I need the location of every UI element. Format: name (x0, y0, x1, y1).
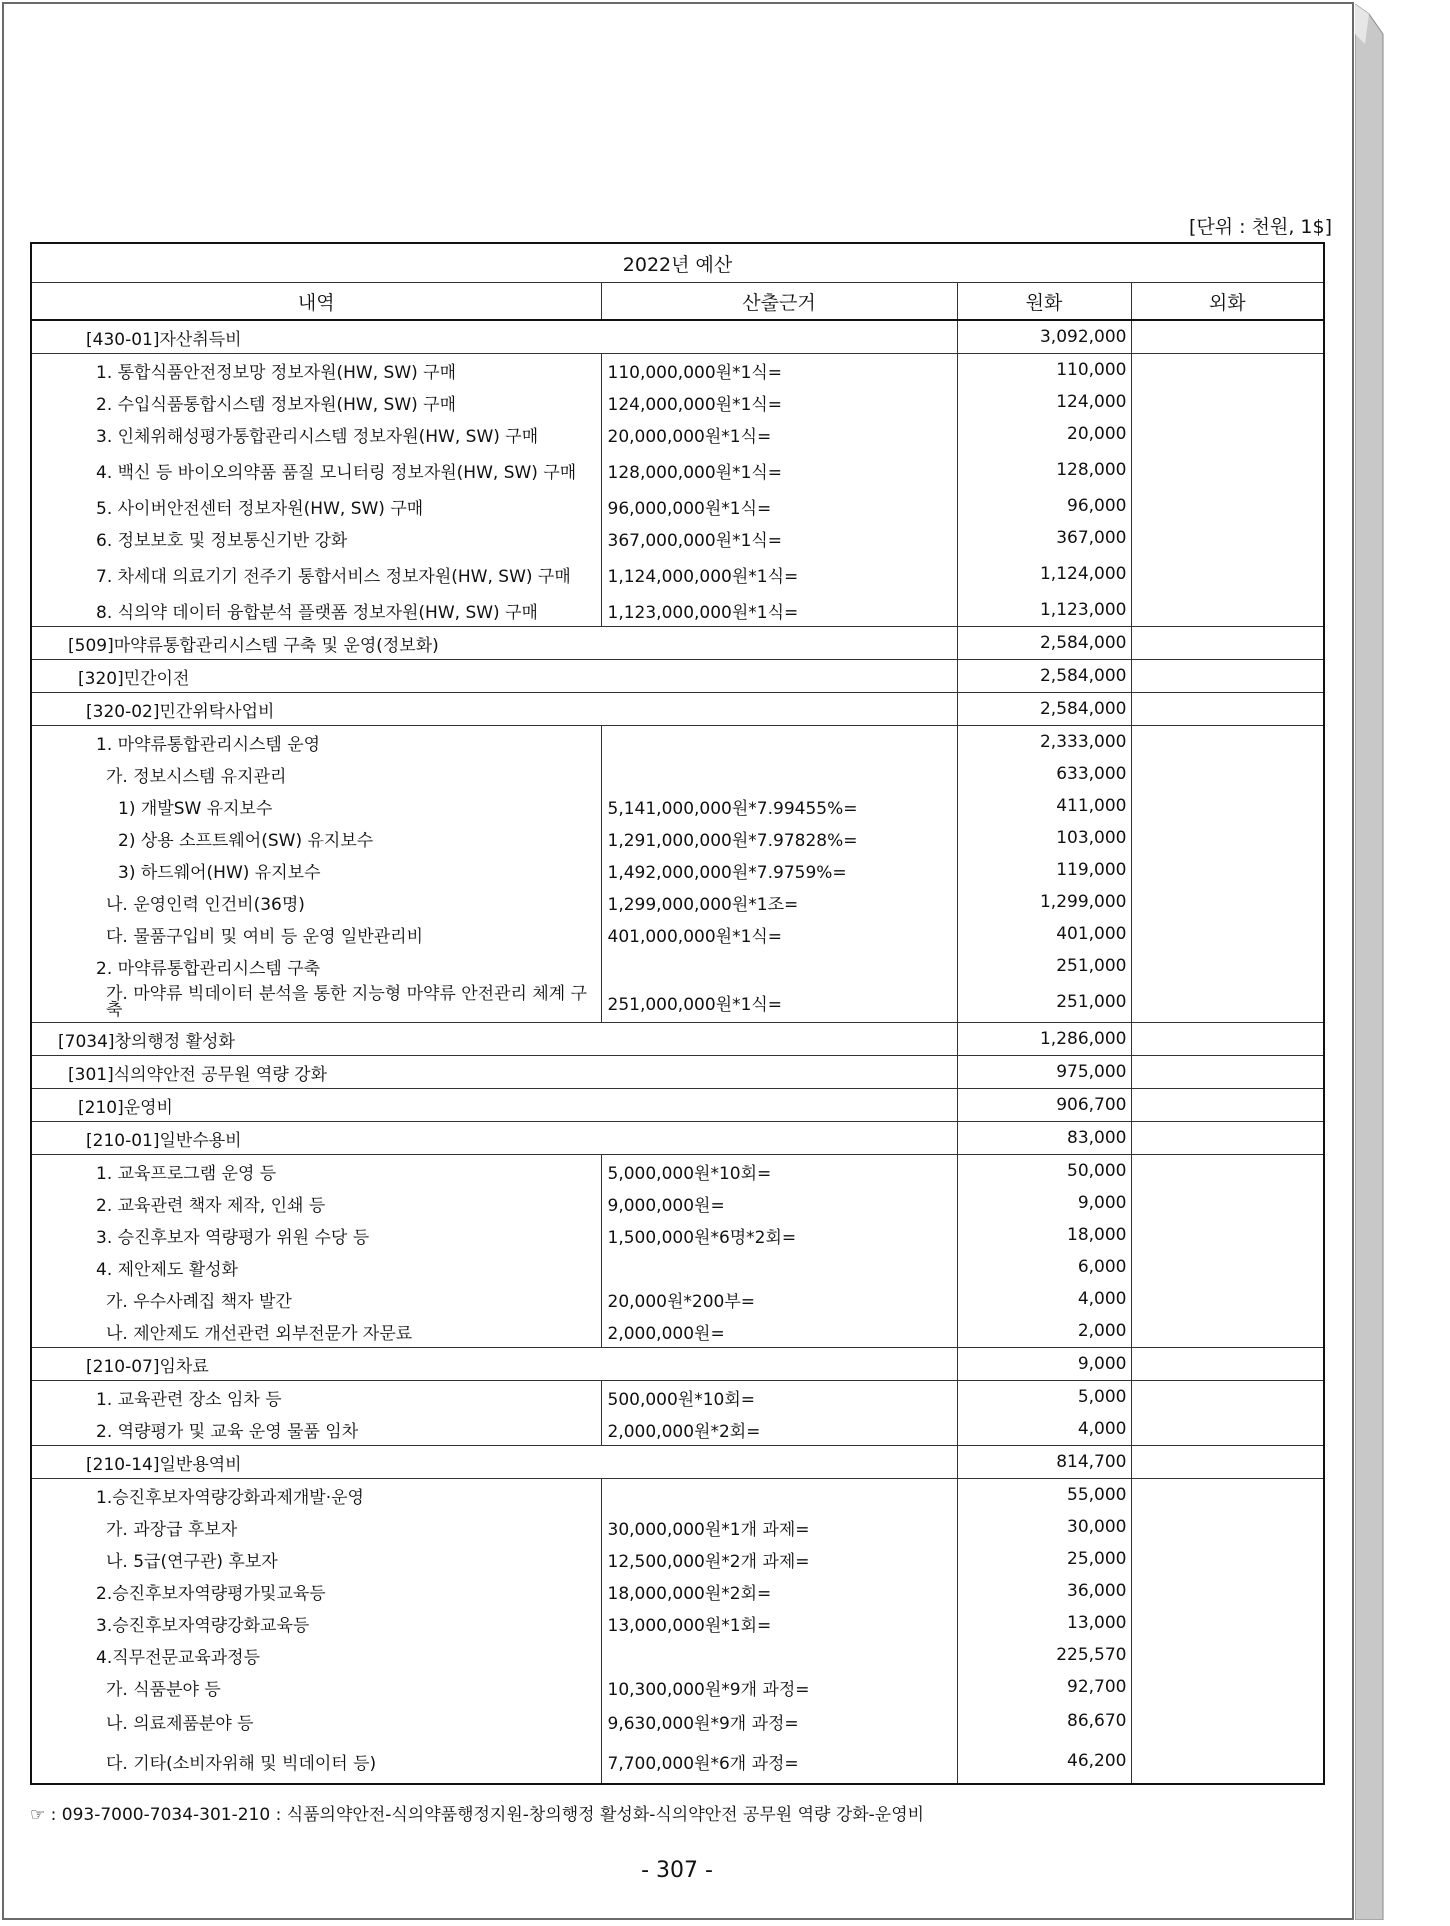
table-row (31, 1089, 1324, 1122)
table-row (31, 594, 1324, 627)
table-row (31, 1315, 1324, 1348)
table-row (31, 386, 1324, 418)
header-basis: 산출근거 (601, 283, 957, 321)
row-fx (1131, 660, 1324, 693)
row-fx (1131, 1315, 1324, 1348)
row-krw: 2,584,000 (957, 693, 1131, 726)
row-basis: 5,141,000,000원*7.99455%= (601, 790, 957, 822)
row-basis: 2,000,000원= (601, 1315, 957, 1348)
row-basis: 96,000,000원*1식= (601, 490, 957, 522)
row-basis: 18,000,000원*2회= (601, 1575, 957, 1607)
row-item: 4. 백신 등 바이오의약품 품질 모니터링 정보자원(HW, SW) 구매 (31, 450, 601, 490)
row-item: 2. 수입식품통합시스템 정보자원(HW, SW) 구매 (31, 386, 601, 418)
header-item: 내역 (31, 283, 601, 321)
table-row (31, 1348, 1324, 1381)
row-fx (1131, 1381, 1324, 1414)
table-row (31, 1575, 1324, 1607)
unit-label: [단위 : 천원, 1$] (1189, 216, 1332, 238)
row-item: 나. 운영인력 인건비(36명) (31, 886, 601, 918)
row-fx (1131, 1479, 1324, 1512)
page-curl-shadow (1355, 4, 1385, 1920)
row-basis: 1,492,000,000원*7.9759%= (601, 854, 957, 886)
row-krw: 1,124,000 (957, 554, 1131, 594)
table-row (31, 1511, 1324, 1543)
row-fx (1131, 1023, 1324, 1056)
row-fx (1131, 627, 1324, 660)
row-fx (1131, 1671, 1324, 1703)
row-krw: 975,000 (957, 1056, 1131, 1089)
table-row (31, 758, 1324, 790)
row-basis: 401,000,000원*1식= (601, 918, 957, 950)
row-item: 4.직무전문교육과정등 (31, 1639, 601, 1671)
row-krw: 25,000 (957, 1543, 1131, 1575)
table-row (31, 1639, 1324, 1671)
row-fx (1131, 1575, 1324, 1607)
page-number: - 307 - (641, 1858, 713, 1883)
table-row (31, 950, 1324, 982)
table-row (31, 1155, 1324, 1188)
row-basis (601, 1479, 957, 1512)
row-krw: 5,000 (957, 1381, 1131, 1414)
row-krw: 20,000 (957, 418, 1131, 450)
row-basis (601, 1251, 957, 1283)
row-item: 5. 사이버안전센터 정보자원(HW, SW) 구매 (31, 490, 601, 522)
table-row (31, 726, 1324, 759)
row-item: 다. 기타(소비자위해 및 빅데이터 등) (31, 1739, 601, 1784)
row-krw: 124,000 (957, 386, 1131, 418)
table-row (31, 918, 1324, 950)
row-krw: 2,584,000 (957, 627, 1131, 660)
table-row (31, 1446, 1324, 1479)
row-fx (1131, 918, 1324, 950)
table-row (31, 1283, 1324, 1315)
row-item: [210-07]임차료 (31, 1348, 957, 1381)
row-krw: 119,000 (957, 854, 1131, 886)
row-item: 2.승진후보자역량평가및교육등 (31, 1575, 601, 1607)
row-item: 2. 교육관련 책자 제작, 인쇄 등 (31, 1187, 601, 1219)
row-item: 3) 하드웨어(HW) 유지보수 (31, 854, 601, 886)
row-item: 나. 의료제품분야 등 (31, 1703, 601, 1739)
header-krw: 원화 (957, 283, 1131, 321)
row-basis: 13,000,000원*1회= (601, 1607, 957, 1639)
row-item: 가. 마약류 빅데이터 분석을 통한 지능형 마약류 안전관리 체계 구축 (31, 982, 601, 1023)
row-item: 1. 교육프로그램 운영 등 (31, 1155, 601, 1188)
row-krw: 96,000 (957, 490, 1131, 522)
row-krw: 4,000 (957, 1413, 1131, 1446)
table-row (31, 354, 1324, 387)
row-item: 가. 정보시스템 유지관리 (31, 758, 601, 790)
row-krw: 36,000 (957, 1575, 1131, 1607)
table-row (31, 1187, 1324, 1219)
row-fx (1131, 758, 1324, 790)
row-krw: 633,000 (957, 758, 1131, 790)
row-krw: 225,570 (957, 1639, 1131, 1671)
row-krw: 18,000 (957, 1219, 1131, 1251)
row-fx (1131, 726, 1324, 759)
row-item: 가. 우수사례집 책자 발간 (31, 1283, 601, 1315)
row-fx (1131, 1251, 1324, 1283)
row-item: 1) 개발SW 유지보수 (31, 790, 601, 822)
row-fx (1131, 822, 1324, 854)
row-basis: 1,299,000,000원*1조= (601, 886, 957, 918)
table-row (31, 1671, 1324, 1703)
row-krw: 251,000 (957, 950, 1131, 982)
row-item: [7034]창의행정 활성화 (31, 1023, 957, 1056)
row-krw: 86,670 (957, 1703, 1131, 1739)
row-item: 7. 차세대 의료기기 전주기 통합서비스 정보자원(HW, SW) 구매 (31, 554, 601, 594)
header-fx: 외화 (1131, 283, 1324, 321)
row-fx (1131, 1446, 1324, 1479)
row-fx (1131, 854, 1324, 886)
row-krw: 30,000 (957, 1511, 1131, 1543)
row-fx (1131, 886, 1324, 918)
row-fx (1131, 1703, 1324, 1739)
row-fx (1131, 386, 1324, 418)
row-item: 2. 역량평가 및 교육 운영 물품 임차 (31, 1413, 601, 1446)
row-item: 나. 5급(연구관) 후보자 (31, 1543, 601, 1575)
row-item: 1. 통합식품안전정보망 정보자원(HW, SW) 구매 (31, 354, 601, 387)
table-row (31, 1479, 1324, 1512)
table-row (31, 1381, 1324, 1414)
row-item: [430-01]자산취득비 (31, 320, 957, 354)
row-krw: 814,700 (957, 1446, 1131, 1479)
row-fx (1131, 1089, 1324, 1122)
row-item: [210-01]일반수용비 (31, 1122, 957, 1155)
row-fx (1131, 982, 1324, 1023)
row-basis: 9,630,000원*9개 과정= (601, 1703, 957, 1739)
row-item: [210]운영비 (31, 1089, 957, 1122)
footnote: ☞ : 093-7000-7034-301-210 : 식품의약안전-식의약품행정지원-창의행정 활성화-식의약안전 공무원 역량 강화-운영비 (30, 1805, 925, 1825)
row-item: 3. 인체위해성평가통합관리시스템 정보자원(HW, SW) 구매 (31, 418, 601, 450)
row-basis: 110,000,000원*1식= (601, 354, 957, 387)
row-basis: 251,000,000원*1식= (601, 982, 957, 1023)
table-row (31, 1023, 1324, 1056)
row-fx (1131, 693, 1324, 726)
row-fx (1131, 1219, 1324, 1251)
row-krw: 92,700 (957, 1671, 1131, 1703)
row-krw: 6,000 (957, 1251, 1131, 1283)
row-fx (1131, 320, 1324, 354)
row-krw: 1,123,000 (957, 594, 1131, 627)
row-basis: 500,000원*10회= (601, 1381, 957, 1414)
table-body (31, 320, 1324, 1784)
row-fx (1131, 1155, 1324, 1188)
row-krw: 3,092,000 (957, 320, 1131, 354)
row-basis: 367,000,000원*1식= (601, 522, 957, 554)
row-item: [210-14]일반용역비 (31, 1446, 957, 1479)
row-basis (601, 758, 957, 790)
table-header-row (31, 283, 1324, 321)
table-row (31, 450, 1324, 490)
row-krw: 2,333,000 (957, 726, 1131, 759)
row-item: 2) 상용 소프트웨어(SW) 유지보수 (31, 822, 601, 854)
table-row (31, 522, 1324, 554)
row-basis: 20,000,000원*1식= (601, 418, 957, 450)
row-krw: 55,000 (957, 1479, 1131, 1512)
row-fx (1131, 450, 1324, 490)
row-krw: 103,000 (957, 822, 1131, 854)
row-fx (1131, 1348, 1324, 1381)
row-item: 8. 식의약 데이터 융합분석 플랫폼 정보자원(HW, SW) 구매 (31, 594, 601, 627)
row-basis: 1,124,000,000원*1식= (601, 554, 957, 594)
row-fx (1131, 790, 1324, 822)
row-krw: 251,000 (957, 982, 1131, 1023)
table-row (31, 490, 1324, 522)
table-title-row (31, 243, 1324, 283)
row-krw: 13,000 (957, 1607, 1131, 1639)
row-krw: 411,000 (957, 790, 1131, 822)
table-row (31, 627, 1324, 660)
row-krw: 9,000 (957, 1187, 1131, 1219)
row-basis: 7,700,000원*6개 과정= (601, 1739, 957, 1784)
row-basis: 30,000,000원*1개 과제= (601, 1511, 957, 1543)
row-fx (1131, 1511, 1324, 1543)
row-basis: 9,000,000원= (601, 1187, 957, 1219)
row-krw: 367,000 (957, 522, 1131, 554)
row-fx (1131, 1639, 1324, 1671)
row-krw: 46,200 (957, 1739, 1131, 1784)
row-fx (1131, 1739, 1324, 1784)
table-row (31, 822, 1324, 854)
row-fx (1131, 594, 1324, 627)
row-basis: 1,500,000원*6명*2회= (601, 1219, 957, 1251)
row-krw: 401,000 (957, 918, 1131, 950)
table-row (31, 1413, 1324, 1446)
row-fx (1131, 554, 1324, 594)
row-krw: 1,299,000 (957, 886, 1131, 918)
table-row (31, 982, 1324, 1023)
row-fx (1131, 490, 1324, 522)
row-fx (1131, 522, 1324, 554)
row-fx (1131, 1187, 1324, 1219)
table-row (31, 1219, 1324, 1251)
row-krw: 9,000 (957, 1348, 1131, 1381)
table-row (31, 1122, 1324, 1155)
table-title: 2022년 예산 (31, 243, 1324, 283)
row-krw: 2,000 (957, 1315, 1131, 1348)
row-fx (1131, 1413, 1324, 1446)
row-fx (1131, 1283, 1324, 1315)
table-row (31, 1739, 1324, 1784)
row-basis: 1,291,000,000원*7.97828%= (601, 822, 957, 854)
row-item: 2. 마약류통합관리시스템 구축 (31, 950, 601, 982)
row-item: [320]민간이전 (31, 660, 957, 693)
table-row (31, 418, 1324, 450)
row-item: [320-02]민간위탁사업비 (31, 693, 957, 726)
row-item: 1. 교육관련 장소 임차 등 (31, 1381, 601, 1414)
row-krw: 83,000 (957, 1122, 1131, 1155)
row-krw: 128,000 (957, 450, 1131, 490)
row-basis: 5,000,000원*10회= (601, 1155, 957, 1188)
row-item: 1. 마약류통합관리시스템 운영 (31, 726, 601, 759)
row-basis: 128,000,000원*1식= (601, 450, 957, 490)
table-row (31, 790, 1324, 822)
table-row (31, 1703, 1324, 1739)
row-krw: 110,000 (957, 354, 1131, 387)
row-item: [301]식의약안전 공무원 역량 강화 (31, 1056, 957, 1089)
row-krw: 1,286,000 (957, 1023, 1131, 1056)
budget-table (30, 242, 1325, 1785)
row-basis: 1,123,000,000원*1식= (601, 594, 957, 627)
row-item: 3.승진후보자역량강화교육등 (31, 1607, 601, 1639)
row-fx (1131, 354, 1324, 387)
row-item: 나. 제안제도 개선관련 외부전문가 자문료 (31, 1315, 601, 1348)
table-row (31, 1543, 1324, 1575)
row-fx (1131, 950, 1324, 982)
row-basis: 2,000,000원*2회= (601, 1413, 957, 1446)
row-basis: 12,500,000원*2개 과제= (601, 1543, 957, 1575)
table-row (31, 1251, 1324, 1283)
row-item: 3. 승진후보자 역량평가 위원 수당 등 (31, 1219, 601, 1251)
row-krw: 2,584,000 (957, 660, 1131, 693)
row-item: 4. 제안제도 활성화 (31, 1251, 601, 1283)
table-row (31, 886, 1324, 918)
table-row (31, 554, 1324, 594)
row-krw: 4,000 (957, 1283, 1131, 1315)
row-basis: 10,300,000원*9개 과정= (601, 1671, 957, 1703)
row-krw: 50,000 (957, 1155, 1131, 1188)
table-row (31, 1607, 1324, 1639)
row-basis (601, 950, 957, 982)
row-basis: 124,000,000원*1식= (601, 386, 957, 418)
row-fx (1131, 1607, 1324, 1639)
row-item: 가. 과장급 후보자 (31, 1511, 601, 1543)
row-fx (1131, 418, 1324, 450)
row-krw: 906,700 (957, 1089, 1131, 1122)
row-item: 6. 정보보호 및 정보통신기반 강화 (31, 522, 601, 554)
row-item: [509]마약류통합관리시스템 구축 및 운영(정보화) (31, 627, 957, 660)
row-item: 다. 물품구입비 및 여비 등 운영 일반관리비 (31, 918, 601, 950)
table-row (31, 1056, 1324, 1089)
row-item: 가. 식품분야 등 (31, 1671, 601, 1703)
row-fx (1131, 1122, 1324, 1155)
row-item: 1.승진후보자역량강화과제개발·운영 (31, 1479, 601, 1512)
row-fx (1131, 1056, 1324, 1089)
row-fx (1131, 1543, 1324, 1575)
table-row (31, 693, 1324, 726)
table-row (31, 660, 1324, 693)
table-row (31, 854, 1324, 886)
table-row (31, 320, 1324, 354)
row-basis: 20,000원*200부= (601, 1283, 957, 1315)
row-basis (601, 726, 957, 759)
row-basis (601, 1639, 957, 1671)
